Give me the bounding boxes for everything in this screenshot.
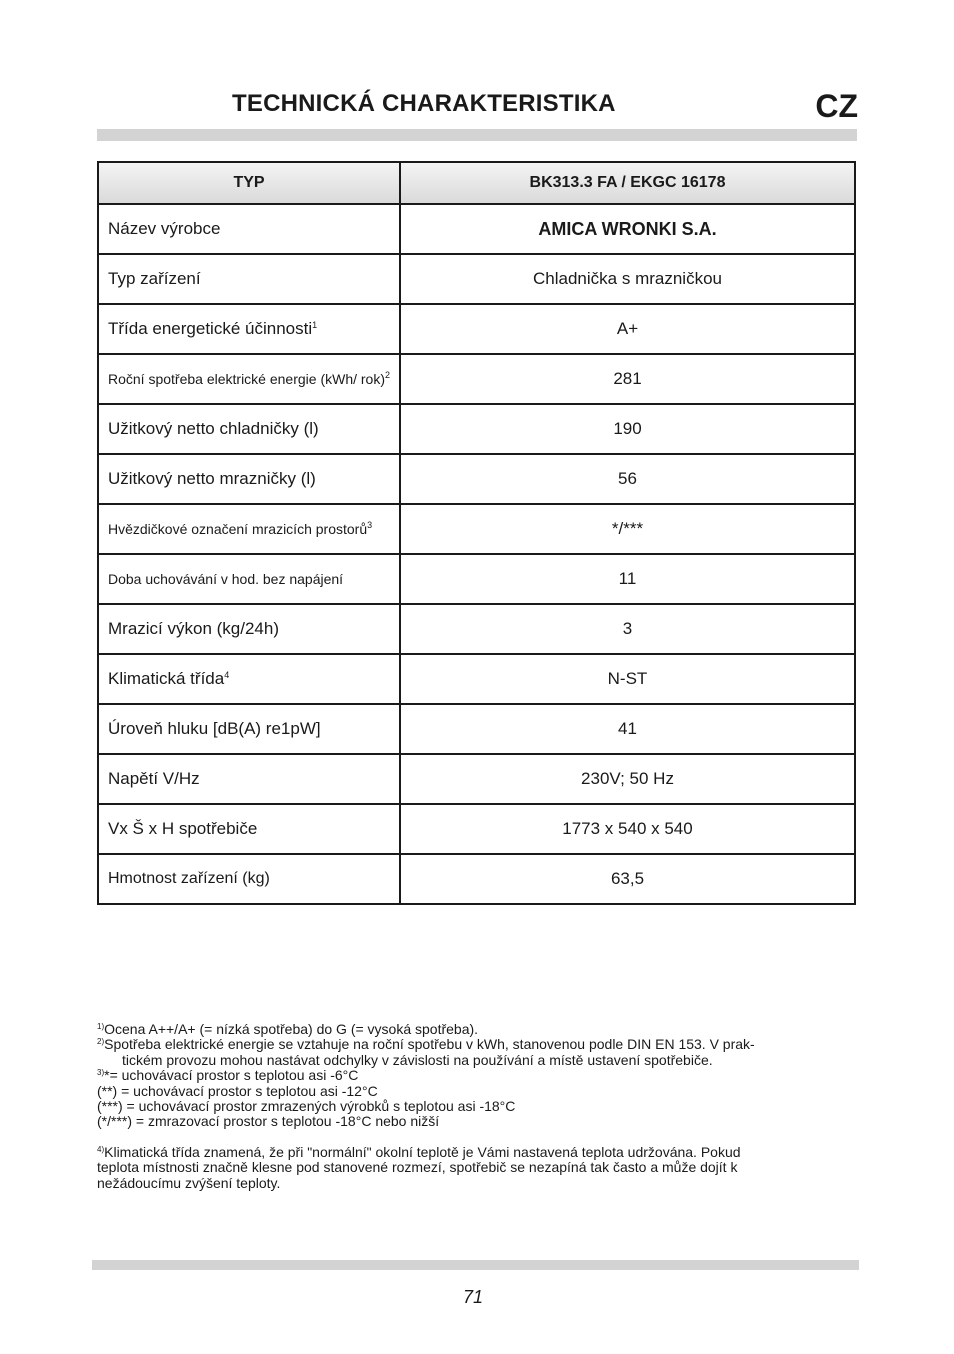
table-row [98, 804, 855, 854]
footnote-ref: 2 [385, 369, 391, 380]
header-divider [97, 129, 857, 141]
row-label: Název výrobce [98, 204, 400, 254]
footnote-4-line3: nežádoucímu zvýšení teploty. [97, 1174, 281, 1191]
footnote-ref: 4 [224, 670, 230, 680]
row-label: Úroveň hluku [dB(A) re1pW] [98, 704, 400, 754]
page-title: TECHNICKÁ CHARAKTERISTIKA [232, 90, 616, 117]
table-row [98, 754, 855, 804]
row-label: Klimatická třída$^4$ [98, 654, 400, 704]
table-row [98, 454, 855, 504]
row-label: Typ zařízení [98, 254, 400, 304]
footnote-2: $^{2)}$Spotřeba elektrické energie se vztahuje na roční spotřebu v kWh, stanovenou podle DIN EN 153. V prak- [97, 1036, 755, 1053]
row-value: 3 [400, 604, 855, 654]
row-label: Doba uchovávání v hod. bez napájení [98, 554, 400, 604]
footnote-spacer [97, 1130, 857, 1145]
table-row [98, 254, 855, 304]
footnote-ref: 1 [312, 320, 318, 330]
row-value: 230V; 50 Hz [400, 754, 855, 804]
row-value: Chladnička s mrazničkou [400, 254, 855, 304]
row-value: 281 [400, 354, 855, 404]
footnote-4-line2: teplota místnosti značně klesne pod stanovené rozmezí, spotřebič se nezapíná tak často a může dojít k [97, 1159, 738, 1176]
footnote-4: $^{4)}$Klimatická třída znamená, že při "normální" okolní teplotě je Vámi nastavená teplota udržována. Pokud [97, 1143, 741, 1160]
row-label: Mrazicí výkon (kg/24h) [98, 604, 400, 654]
footnote-ref: 3 [367, 519, 373, 530]
row-value: */*** [400, 504, 855, 554]
row-value: 41 [400, 704, 855, 754]
row-label: Hmotnost zařízení (kg) [98, 854, 400, 904]
language-code: CZ [815, 88, 858, 124]
row-label: Napětí V/Hz [98, 754, 400, 804]
table-row [98, 554, 855, 604]
row-value: AMICA WRONKI S.A. [400, 204, 855, 254]
table-row [98, 204, 855, 254]
table-header-type: TYP [98, 162, 400, 204]
footer-divider [92, 1260, 859, 1270]
footnote-2-cont: tickém provozu mohou nastávat odchylky v závislosti na používání a místě ustavení spotřebiče. [122, 1051, 713, 1068]
row-value: A+ [400, 304, 855, 354]
row-label: Roční spotřeba elektrické energie (kWh/ rok)$^2$ [98, 354, 400, 404]
row-label: Vx Š x H spotřebiče [98, 804, 400, 854]
row-value: 1773 x 540 x 540 [400, 804, 855, 854]
row-value: N-ST [400, 654, 855, 704]
table-row [98, 654, 855, 704]
row-label: Hvězdičkové označení mrazicích prostorů$^3$ [98, 504, 400, 554]
row-label: Třída energetické účinnosti$^1$ [98, 304, 400, 354]
table-header-model: BK313.3 FA / EKGC 16178 [400, 162, 855, 204]
table-row [98, 304, 855, 354]
row-value: 190 [400, 404, 855, 454]
row-label: Užitkový netto chladničky (l) [98, 404, 400, 454]
footnote-3-line4: (*/***) = zmrazovací prostor s teplotou -18°C nebo nižší [97, 1113, 440, 1130]
table-row [98, 854, 855, 904]
row-value: 11 [400, 554, 855, 604]
footnote-3-line3: (***) = uchovávací prostor zmrazených výrobků s teplotou asi -18°C [97, 1098, 516, 1115]
table-row [98, 404, 855, 454]
table-row [98, 504, 855, 554]
page-number: 71 [462, 1287, 484, 1307]
table-row [98, 704, 855, 754]
footnote-3: $^{3)}$*= uchovávací prostor s teplotou asi -6°C [97, 1067, 359, 1084]
table-row [98, 604, 855, 654]
row-label: Užitkový netto mrazničky (l) [98, 454, 400, 504]
row-value: 56 [400, 454, 855, 504]
row-value: 63,5 [400, 854, 855, 904]
footnote-1: $^{1)}$Ocena A++/A+ (= nízká spotřeba) do G (= vysoká spotřeba). [97, 1021, 479, 1037]
footnotes [97, 1022, 857, 1191]
spec-table [97, 161, 856, 905]
footnote-3-line2: (**) = uchovávací prostor s teplotou asi -12°C [97, 1082, 378, 1099]
table-row [98, 354, 855, 404]
table-header-row [98, 162, 855, 204]
